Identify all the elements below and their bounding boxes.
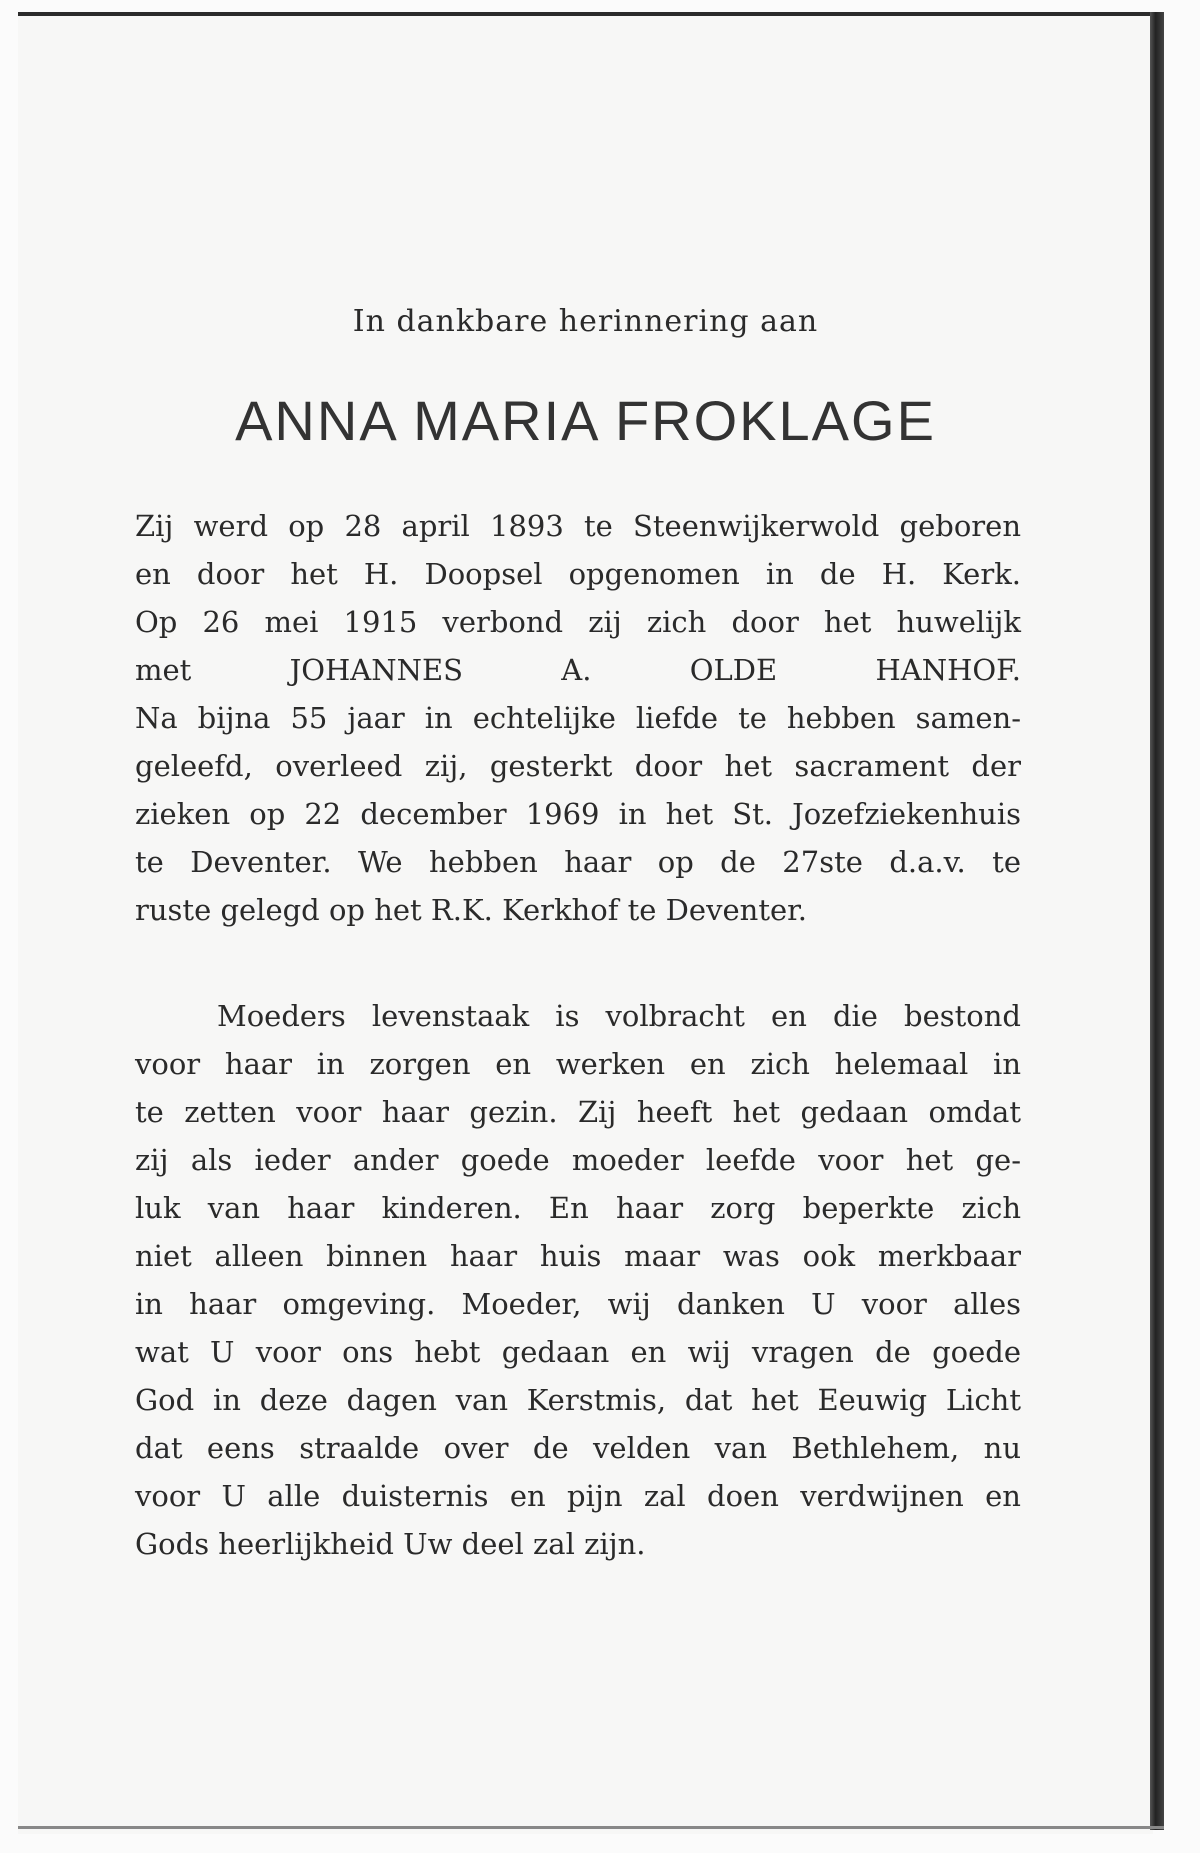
text-line: Moeders levenstaak is volbracht en die bestond: [217, 999, 1021, 1033]
text-line: Zij werd op 28 april 1893 te Steenwijkerwold geboren: [135, 509, 1021, 543]
intro-text: In dankbare herinnering aan: [352, 304, 819, 339]
text-line: luk van haar kinderen. En haar zorg beperkte zich: [135, 1191, 1021, 1225]
text-line: God in deze dagen van Kerstmis, dat het Eeuwig Licht: [135, 1383, 1021, 1417]
card-edge-shadow: [1150, 12, 1164, 1830]
biography-paragraph: [135, 502, 1021, 934]
card-bottom-edge: [18, 1826, 1164, 1829]
text-line: voor U alle duisternis en pijn zal doen verdwijnen en: [135, 1479, 1021, 1513]
text-line: ruste gelegd op het R.K. Kerkhof te Deventer.: [135, 893, 808, 927]
text-line: Na bijna 55 jaar in echtelijke liefde te hebben samen-: [135, 701, 1021, 735]
text-line: niet alleen binnen haar huis maar was ook merkbaar: [135, 1239, 1021, 1273]
tribute-paragraph: [135, 992, 1021, 1568]
text-line: Gods heerlijkheid Uw deel zal zijn.: [135, 1527, 646, 1561]
text-line: en door het H. Doopsel opgenomen in de H. Kerk.: [135, 557, 1021, 591]
text-line: te Deventer. We hebben haar op de 27ste d.a.v. te: [135, 845, 1021, 879]
text-line: te zetten voor haar gezin. Zij heeft het gedaan omdat: [135, 1095, 1021, 1129]
text-line: voor haar in zorgen en werken en zich helemaal in: [135, 1047, 1021, 1081]
text-line: zieken op 22 december 1969 in het St. Jozefziekenhuis: [135, 797, 1021, 831]
text-line: Op 26 mei 1915 verbond zij zich door het huwelijk: [135, 605, 1021, 639]
text-line: geleefd, overleed zij, gesterkt door het sacrament der: [135, 749, 1021, 783]
memorial-card: [18, 12, 1153, 1834]
text-line: met JOHANNES A. OLDE HANHOF.: [135, 653, 1021, 687]
text-line: zij als ieder ander goede moeder leefde voor het ge-: [135, 1143, 1021, 1177]
text-line: wat U voor ons hebt gedaan en wij vragen de goede: [135, 1335, 1021, 1369]
text-line: dat eens straalde over de velden van Bethlehem, nu: [135, 1431, 1021, 1465]
text-line: in haar omgeving. Moeder, wij danken U voor alles: [135, 1287, 1021, 1321]
deceased-name: ANNA MARIA FROKLAGE: [235, 389, 936, 452]
